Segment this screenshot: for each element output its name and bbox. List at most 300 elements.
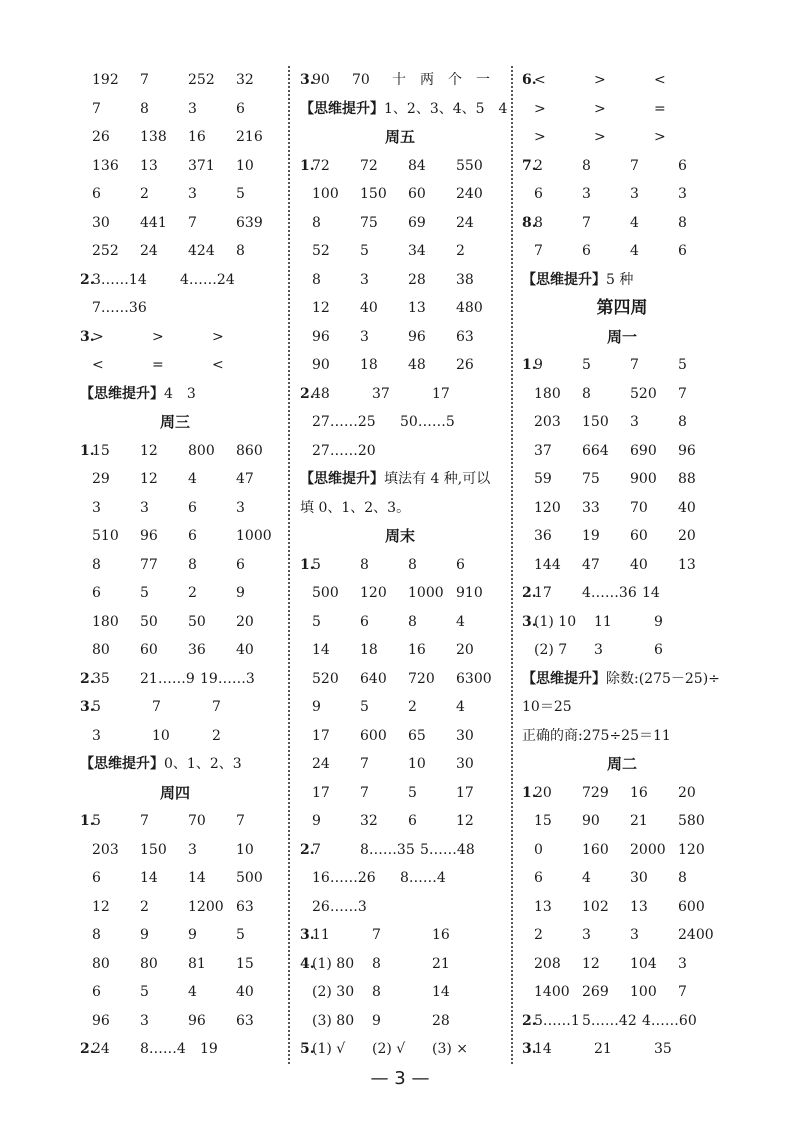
- answer-value: 8: [372, 955, 381, 972]
- answer-row: [522, 1007, 722, 1036]
- answer-value: 9: [188, 927, 197, 943]
- answer-row: [80, 323, 270, 352]
- answer-row: [300, 237, 500, 266]
- answer-value: 14: [312, 642, 330, 658]
- answer-value: 3: [140, 1012, 149, 1029]
- tip-text: 0、1、2、3: [164, 756, 242, 772]
- answer-row: [300, 551, 500, 580]
- day-title: 周一: [606, 327, 637, 346]
- answer-value: 269: [582, 984, 609, 1000]
- answer-value: 63: [456, 328, 474, 345]
- answer-value: 18: [360, 642, 378, 658]
- answer-row: [300, 1035, 500, 1064]
- question-number: 1.: [300, 157, 315, 174]
- question-number: 2.: [80, 271, 95, 288]
- answer-row: [300, 693, 500, 722]
- tip-label: 【思维提升】: [522, 670, 606, 687]
- answer-value: 77: [140, 556, 158, 573]
- answer-value: 160: [582, 841, 609, 858]
- answer-value: 216: [236, 129, 263, 145]
- answer-value: 8: [140, 100, 149, 117]
- answer-row: [300, 836, 500, 865]
- answer-row: [80, 351, 270, 380]
- answer-row: [300, 323, 500, 352]
- answer-value: 100: [312, 186, 339, 202]
- answer-row: [80, 465, 270, 494]
- answer-value: 10: [152, 727, 170, 744]
- answer-value: 639: [236, 214, 263, 231]
- answer-value: <: [654, 72, 666, 88]
- answer-value: 6: [360, 613, 369, 630]
- answer-value: 69: [408, 214, 426, 231]
- answer-row: [300, 408, 500, 437]
- answer-value: 10: [408, 756, 426, 772]
- answer-value: >: [534, 129, 546, 145]
- answer-value: 580: [678, 813, 705, 829]
- answer-value: 80: [92, 642, 110, 658]
- answer-value: 6: [678, 157, 687, 174]
- answer-row: [522, 921, 722, 950]
- answer-value: 90: [312, 72, 330, 88]
- answer-value: 4: [456, 699, 465, 715]
- answer-value: 6: [534, 186, 543, 202]
- answer-row: [522, 152, 722, 181]
- answer-row: [522, 180, 722, 209]
- answer-row: [80, 1035, 270, 1064]
- answer-value: 8: [372, 984, 381, 1000]
- answer-value: 70: [188, 813, 206, 829]
- answer-value: 7: [312, 841, 321, 858]
- answer-value: 180: [534, 385, 561, 402]
- tip-text: 4 3: [164, 385, 196, 402]
- answer-value: 8: [92, 927, 101, 943]
- tip-text: 除数:(275－25)÷: [606, 670, 720, 687]
- answer-value: 19: [582, 528, 600, 544]
- answer-value: 0: [534, 841, 543, 858]
- answer-value: 50: [140, 613, 158, 630]
- answer-value: 3: [630, 927, 639, 943]
- answer-value: 37: [372, 385, 390, 402]
- answer-value: 600: [678, 898, 705, 915]
- answer-value: 5: [582, 357, 591, 373]
- answer-row: [522, 123, 722, 152]
- answer-value: 8: [360, 556, 369, 573]
- answer-value: 5: [408, 784, 417, 801]
- answer-value: 5: [140, 984, 149, 1000]
- answer-value: 40: [236, 984, 254, 1000]
- answer-row: [522, 636, 722, 665]
- answer-value: 96: [188, 1012, 206, 1029]
- answer-value: 480: [456, 300, 483, 316]
- answer-value: 7: [140, 813, 149, 829]
- answer-value: 48: [408, 357, 426, 373]
- answer-value: 7: [360, 756, 369, 772]
- answer-value: 5: [92, 699, 101, 715]
- answer-row: [80, 522, 270, 551]
- answer-value: 2000: [630, 841, 666, 858]
- question-number: 1.: [80, 442, 95, 459]
- answer-row: [80, 209, 270, 238]
- answer-value: 30: [92, 214, 110, 231]
- answer-row: [300, 978, 500, 1007]
- answer-value: 32: [236, 72, 254, 88]
- answer-value: 59: [534, 471, 552, 487]
- answer-value: 3: [188, 100, 197, 117]
- answer-value: 7……36: [92, 300, 147, 316]
- answer-value: 11: [594, 613, 612, 630]
- answer-value: (1) 80: [312, 955, 355, 972]
- answer-value: 9: [372, 1012, 381, 1029]
- answer-value: 3: [92, 499, 101, 516]
- answer-value: 3: [188, 841, 197, 858]
- answer-value: 60: [408, 186, 426, 202]
- answer-row: [522, 494, 722, 523]
- answer-row: [522, 836, 722, 865]
- answer-value: 47: [582, 556, 600, 573]
- answer-value: 3: [360, 271, 369, 288]
- answer-value: 16: [188, 129, 206, 145]
- answer-value: 4: [188, 984, 197, 1000]
- answer-row: [522, 579, 722, 608]
- answer-value: 26……3: [312, 898, 367, 915]
- answer-value: 8: [582, 385, 591, 402]
- answer-value: 203: [92, 841, 119, 858]
- answer-value: 208: [534, 955, 561, 972]
- question-number: 3.: [80, 699, 95, 715]
- answer-row: [522, 437, 722, 466]
- answer-value: 6: [188, 499, 197, 516]
- answer-value: 96: [312, 328, 330, 345]
- thinking-tip: [522, 266, 722, 295]
- answer-row: [80, 494, 270, 523]
- answer-value: 84: [408, 157, 426, 174]
- answer-value: 17: [456, 784, 474, 801]
- answer-value: 35: [654, 1041, 672, 1057]
- answer-value: 8: [188, 556, 197, 573]
- answer-value: 10: [236, 157, 254, 174]
- tip-text: 5 种: [606, 271, 634, 288]
- answer-value: <: [92, 357, 104, 373]
- answer-value: 8……35: [360, 841, 415, 858]
- answer-value: 7: [236, 813, 245, 829]
- answer-value: 17: [312, 784, 330, 801]
- answer-row: [80, 237, 270, 266]
- answer-value: 12: [140, 471, 158, 487]
- answer-row: [300, 266, 500, 295]
- answer-value: 5: [236, 186, 245, 202]
- answer-value: 7: [582, 214, 591, 231]
- answer-value: 8: [582, 157, 591, 174]
- answer-value: 13: [678, 556, 696, 573]
- answer-value: 14: [534, 1041, 552, 1057]
- answer-value: 72: [360, 157, 378, 174]
- answer-value: 6: [408, 813, 417, 829]
- answer-value: (1) 10: [534, 613, 577, 630]
- answer-row: [522, 408, 722, 437]
- answer-value: 40: [678, 499, 696, 516]
- answer-value: 6: [92, 870, 101, 886]
- answer-row: [80, 95, 270, 124]
- answer-row: [80, 893, 270, 922]
- question-number: 3.: [522, 613, 537, 630]
- answer-value: 13: [534, 898, 552, 915]
- answer-row: [300, 950, 500, 979]
- answer-value: 6: [534, 870, 543, 886]
- question-number: 1.: [522, 784, 537, 801]
- answer-row: [300, 722, 500, 751]
- answer-value: 12: [582, 955, 600, 972]
- answer-value: 16: [408, 642, 426, 658]
- answer-row: [300, 380, 500, 409]
- answer-value: 14: [188, 870, 206, 886]
- answer-value: 6: [236, 100, 245, 117]
- tip-label: 【思维提升】: [80, 756, 164, 772]
- answer-value: 16……26: [312, 870, 376, 886]
- answer-row: [300, 1007, 500, 1036]
- day-title: 周末: [384, 527, 415, 545]
- answer-value: 6: [92, 984, 101, 1000]
- answer-value: 24: [92, 1041, 110, 1057]
- answer-row: [522, 522, 722, 551]
- answer-row: [80, 636, 270, 665]
- answer-value: 3: [188, 186, 197, 202]
- answer-value: 9: [312, 699, 321, 715]
- answer-value: 15: [92, 442, 110, 459]
- answer-value: 5: [92, 813, 101, 829]
- answer-value: 371: [188, 157, 215, 174]
- day-title: 周三: [159, 413, 190, 431]
- answer-row: [522, 351, 722, 380]
- answer-value: 26: [456, 357, 474, 373]
- answer-value: 12: [456, 813, 474, 829]
- answer-value: <: [212, 357, 224, 373]
- answer-value: 640: [360, 670, 387, 687]
- answer-value: 13: [140, 157, 158, 174]
- answer-value: 7: [188, 214, 197, 231]
- answer-value: 5……48: [420, 841, 475, 858]
- answer-value: 9: [236, 585, 245, 601]
- answer-value: 7: [630, 357, 639, 373]
- thinking-tip: [80, 380, 270, 409]
- answer-value: 240: [456, 186, 483, 202]
- answer-column-2: [300, 66, 508, 1064]
- answer-value: 13: [630, 898, 648, 915]
- answer-value: 2: [534, 157, 543, 174]
- answer-row: [300, 921, 500, 950]
- answer-value: 50……5: [400, 414, 455, 430]
- answer-value: 7: [534, 243, 543, 259]
- answer-column-1: [80, 66, 270, 1064]
- answer-value: 500: [236, 870, 263, 886]
- answer-value: 9: [312, 813, 321, 829]
- answer-value: 8: [678, 870, 687, 886]
- answer-row: [300, 665, 500, 694]
- answer-value: 4: [630, 243, 639, 259]
- answer-value: 19……3: [200, 670, 255, 687]
- answer-row: [80, 123, 270, 152]
- answer-column-3: [522, 66, 722, 1064]
- answer-value: 203: [534, 414, 561, 430]
- answer-value: 12: [140, 442, 158, 459]
- answer-value: <: [534, 72, 546, 88]
- answer-value: 252: [188, 72, 215, 88]
- answer-value: 10: [236, 841, 254, 858]
- answer-value: 664: [582, 442, 609, 459]
- question-number: 3.: [300, 927, 315, 943]
- answer-value: 12: [92, 898, 110, 915]
- answer-value: 5: [312, 556, 321, 573]
- answer-value: 520: [312, 670, 339, 687]
- answer-value: 510: [92, 528, 119, 544]
- answer-value: 1000: [408, 585, 444, 601]
- answer-value: 29: [92, 471, 110, 487]
- question-number: 5.: [300, 1041, 315, 1057]
- answer-value: 20: [678, 784, 696, 801]
- answer-value: 48: [312, 385, 330, 402]
- answer-value: 38: [456, 271, 474, 288]
- answer-value: 90: [312, 357, 330, 373]
- thinking-tip: [522, 665, 722, 694]
- answer-value: 35: [92, 670, 110, 687]
- answer-text: 填 0、1、2、3。: [300, 499, 411, 516]
- thinking-tip: [300, 465, 500, 494]
- answer-value: (2) √: [372, 1041, 406, 1057]
- answer-row: [80, 921, 270, 950]
- answer-value: 19: [200, 1041, 218, 1057]
- answer-value: 18: [360, 357, 378, 373]
- answer-row: [300, 893, 500, 922]
- answer-value: 4: [188, 471, 197, 487]
- answer-value: 72: [312, 157, 330, 174]
- answer-value: 3: [140, 499, 149, 516]
- answer-value: 7: [92, 100, 101, 117]
- column-divider: [511, 66, 513, 1064]
- answer-row: [80, 437, 270, 466]
- answer-value: 40: [630, 556, 648, 573]
- answer-row: [522, 950, 722, 979]
- question-number: 2.: [300, 841, 315, 858]
- answer-value: 7: [212, 699, 221, 715]
- answer-value: 4……60: [642, 1012, 697, 1029]
- answer-row: [522, 779, 722, 808]
- answer-value: 14: [432, 984, 450, 1000]
- answer-value: 20: [678, 528, 696, 544]
- answer-value: 7: [140, 72, 149, 88]
- answer-row: [300, 750, 500, 779]
- answer-row: [80, 1007, 270, 1036]
- answer-value: 8: [678, 414, 687, 430]
- answer-value: 34: [408, 243, 426, 259]
- answer-value: 47: [236, 471, 254, 487]
- answer-value: 6: [236, 556, 245, 573]
- answer-value: 5: [360, 243, 369, 259]
- answer-value: 17: [534, 585, 552, 601]
- answer-value: 2: [212, 727, 221, 744]
- answer-value: 860: [236, 442, 263, 459]
- answer-row: [80, 807, 270, 836]
- question-number: 1.: [522, 357, 537, 373]
- answer-value: 150: [582, 414, 609, 430]
- answer-value: 24: [456, 214, 474, 231]
- answer-value: 14: [642, 585, 660, 601]
- answer-value: 3: [594, 642, 603, 658]
- answer-value: 441: [140, 214, 167, 231]
- tip-label: 【思维提升】: [80, 385, 164, 402]
- answer-value: 60: [140, 642, 158, 658]
- answer-value: 81: [188, 955, 206, 972]
- answer-value: 5: [140, 585, 149, 601]
- answer-row: [300, 864, 500, 893]
- answer-value: 1200: [188, 898, 224, 915]
- question-number: 2.: [522, 585, 537, 601]
- answer-value: 十 两 个 一: [392, 72, 490, 88]
- answer-row: [80, 864, 270, 893]
- answer-row: [522, 893, 722, 922]
- answer-value: =: [152, 357, 164, 373]
- answer-value: 96: [92, 1012, 110, 1029]
- answer-value: 3: [582, 927, 591, 943]
- answer-value: 8: [92, 556, 101, 573]
- answer-row: [522, 608, 722, 637]
- tip-text: 填法有 4 种,可以: [384, 471, 491, 487]
- answer-value: 88: [678, 471, 696, 487]
- column-divider: [288, 66, 290, 1064]
- question-number: 2.: [80, 1041, 95, 1057]
- answer-value: 40: [236, 642, 254, 658]
- answer-row: [80, 152, 270, 181]
- question-number: 1.: [80, 813, 95, 829]
- answer-value: 8: [534, 214, 543, 231]
- answer-value: 20: [456, 642, 474, 658]
- question-number: 8.: [522, 214, 537, 231]
- answer-value: 100: [630, 984, 657, 1000]
- answer-value: 192: [92, 72, 119, 88]
- answer-value: 1000: [236, 528, 272, 544]
- answer-value: 150: [140, 841, 167, 858]
- answer-value: 70: [630, 499, 648, 516]
- answer-value: 3: [630, 414, 639, 430]
- answer-value: 550: [456, 157, 483, 174]
- answer-value: 1400: [534, 984, 570, 1000]
- answer-value: 910: [456, 585, 483, 601]
- answer-value: 12: [312, 300, 330, 316]
- answer-value: 3: [678, 955, 687, 972]
- answer-value: 138: [140, 129, 167, 145]
- answer-value: 37: [534, 442, 552, 459]
- answer-row: [300, 636, 500, 665]
- answer-value: 7: [372, 927, 381, 943]
- answer-value: 15: [236, 955, 254, 972]
- answer-row: [300, 209, 500, 238]
- answer-value: 30: [456, 727, 474, 744]
- answer-value: 8: [236, 243, 245, 259]
- answer-value: 8……4: [400, 870, 446, 886]
- answer-value: (3) ×: [432, 1041, 469, 1057]
- answer-value: 9: [140, 927, 149, 943]
- answer-value: 63: [236, 898, 254, 915]
- answer-value: 9: [534, 357, 543, 373]
- answer-value: 8: [408, 613, 417, 630]
- day-title: 周五: [384, 128, 415, 146]
- answer-value: 27……20: [312, 442, 376, 459]
- answer-value: 40: [360, 300, 378, 316]
- answer-value: >: [594, 129, 606, 145]
- answer-value: 36: [188, 642, 206, 658]
- answer-row: [522, 978, 722, 1007]
- answer-value: 104: [630, 955, 657, 972]
- answer-row: [80, 665, 270, 694]
- answer-value: 15: [534, 813, 552, 829]
